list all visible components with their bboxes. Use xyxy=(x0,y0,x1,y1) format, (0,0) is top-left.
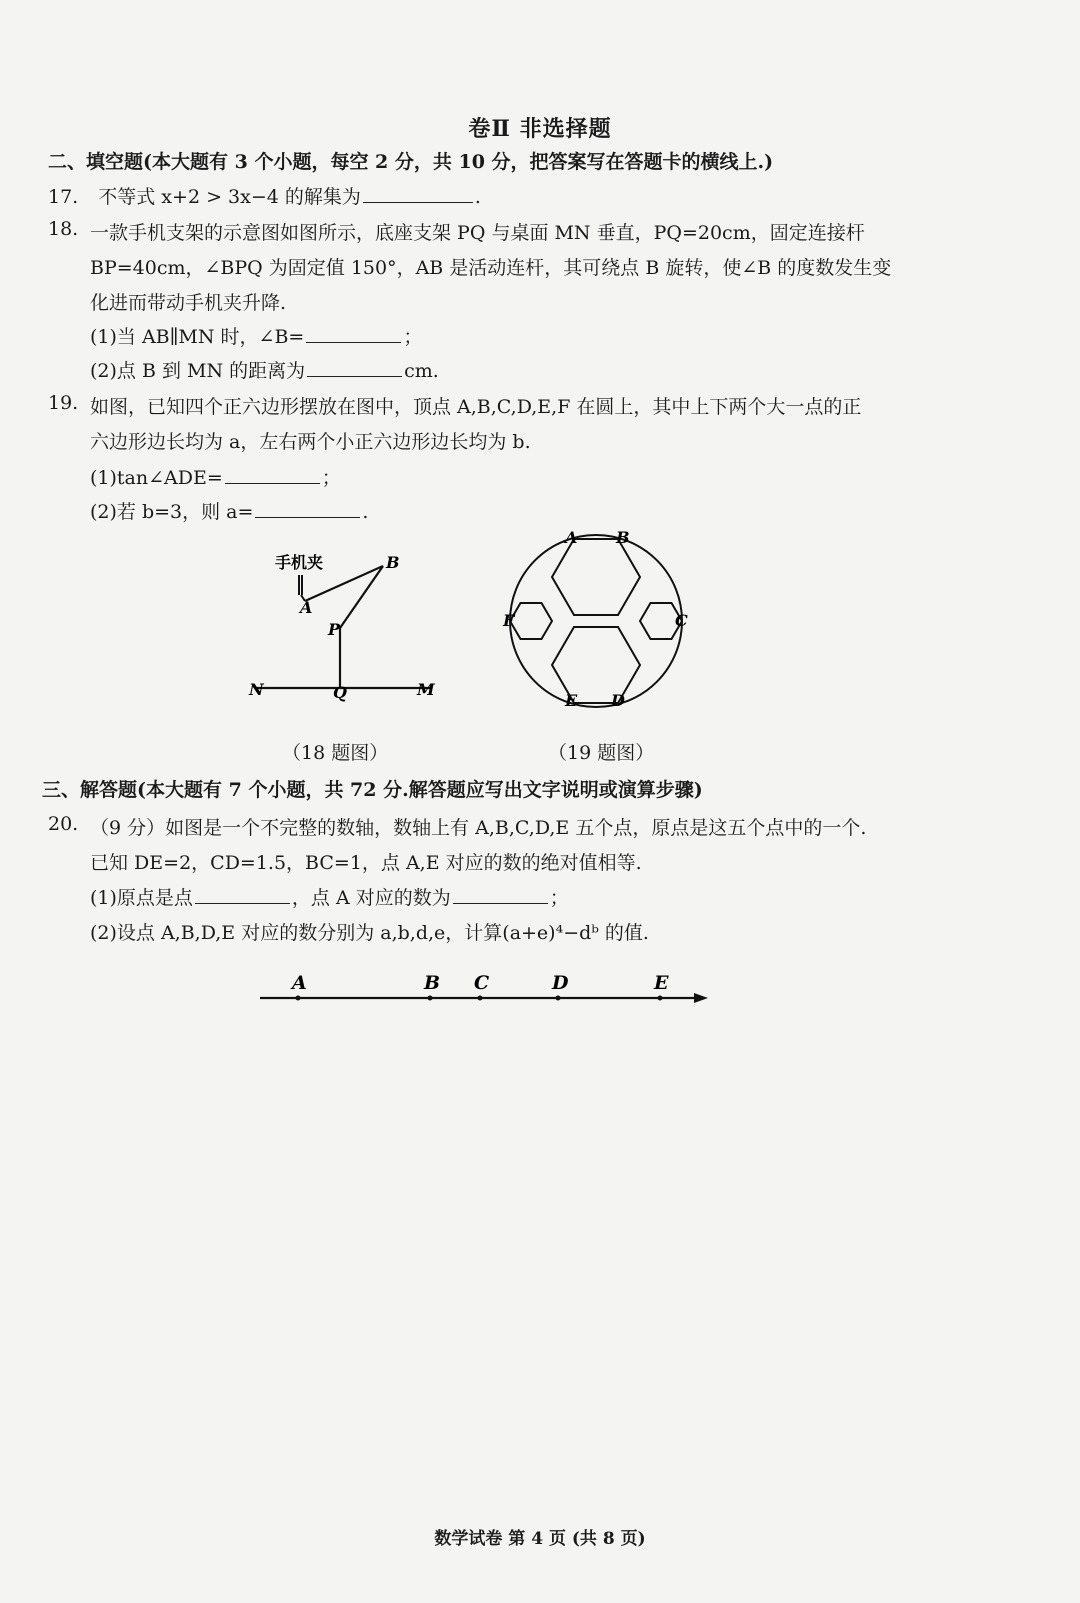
sub-question-end: . xyxy=(362,501,369,523)
label-d: D xyxy=(611,691,625,710)
section-2-heading: 二、填空题(本大题有 3 个小题，每空 2 分，共 10 分，把答案写在答题卡的横线上.) xyxy=(48,151,774,173)
axis-point-d xyxy=(556,996,561,1001)
figure-18-caption: （18 题图） xyxy=(282,742,389,764)
question-20-line2: 已知 DE=2，CD=1.5，BC=1，点 A,E 对应的数的绝对值相等. xyxy=(90,852,642,874)
circle xyxy=(510,535,682,707)
axis-label-c: C xyxy=(474,972,490,994)
sub-question-end: ； xyxy=(403,326,423,348)
sub-question-text: (1)当 AB∥MN 时，∠B= xyxy=(90,326,305,348)
question-18-line3: 化进而带动手机夹升降. xyxy=(90,292,287,314)
label-n: N xyxy=(249,680,264,699)
axis-point-b xyxy=(428,996,433,1001)
section-3-heading: 三、解答题(本大题有 7 个小题，共 72 分.解答题应写出文字说明或演算步骤) xyxy=(42,779,703,801)
axis-point-a xyxy=(296,996,301,1001)
question-number: 17. xyxy=(48,186,79,208)
label-f: F xyxy=(503,611,515,630)
question-19-line2: 六边形边长均为 a，左右两个小正六边形边长均为 b. xyxy=(90,431,531,453)
sub-question-text: (2)若 b=3，则 a= xyxy=(90,501,254,523)
question-text: 不等式 x+2 > 3x−4 的解集为 xyxy=(98,186,361,208)
question-20-line1: （9 分）如图是一个不完整的数轴，数轴上有 A,B,C,D,E 五个点，原点是这五个点中的一个. xyxy=(90,817,867,839)
question-19-number: 19. xyxy=(48,392,79,414)
question-19-sub2 xyxy=(90,497,368,524)
answer-blank xyxy=(255,516,360,518)
label-m: M xyxy=(417,680,435,699)
page-footer: 数学试卷 第 4 页 (共 8 页) xyxy=(434,1529,646,1549)
question-20-sub2: (2)设点 A,B,D,E 对应的数分别为 a,b,d,e，计算(a+e)⁴−dᵇ 的值. xyxy=(90,922,649,944)
label-a: A xyxy=(300,598,313,617)
question-19-line1: 如图，已知四个正六边形摆放在图中，顶点 A,B,C,D,E,F 在圆上，其中上下两个大一点的正 xyxy=(90,396,862,418)
question-text-end: . xyxy=(474,186,481,208)
question-19-sub1 xyxy=(90,463,341,490)
top-hexagon xyxy=(552,539,640,615)
label-e: E xyxy=(565,691,578,710)
figure-18-phone-stand xyxy=(240,535,460,715)
question-20-sub1 xyxy=(90,883,569,910)
figure-19-hexagons xyxy=(495,525,705,720)
sub-question-end: ； xyxy=(321,467,341,489)
question-18-sub2 xyxy=(90,356,439,383)
axis-point-c xyxy=(478,996,483,1001)
question-17 xyxy=(48,182,481,209)
question-18-line2: BP=40cm，∠BPQ 为固定值 150°，AB 是活动连杆，其可绕点 B 旋转，使∠B 的度数发生变 xyxy=(90,257,892,279)
figure-19-caption: （19 题图） xyxy=(548,742,655,764)
sub-question-end: ； xyxy=(549,887,569,909)
answer-blank xyxy=(225,482,320,484)
question-18-sub1 xyxy=(90,322,422,349)
answer-blank xyxy=(306,341,401,343)
question-18-number: 18. xyxy=(48,218,79,240)
axis-point-e xyxy=(658,996,663,1001)
sub-question-text: (1)原点是点 xyxy=(90,887,193,909)
phone-clip-label: 手机夹 xyxy=(275,553,324,572)
axis-label-e: E xyxy=(654,972,669,994)
part-title: 卷Ⅱ 非选择题 xyxy=(468,116,612,142)
number-line xyxy=(250,965,720,1015)
answer-blank xyxy=(363,201,473,203)
axis-label-b: B xyxy=(424,972,441,994)
label-c: C xyxy=(675,611,688,630)
label-p: P xyxy=(328,620,341,639)
axis-label-a: A xyxy=(292,972,307,994)
question-20-number: 20. xyxy=(48,813,79,835)
label-q: Q xyxy=(333,683,347,702)
sub-question-text: (1)tan∠ADE= xyxy=(90,467,223,489)
label-b: B xyxy=(386,553,400,572)
axis-arrow xyxy=(694,993,708,1003)
axis-label-d: D xyxy=(552,972,569,994)
sub-question-text: (2)点 B 到 MN 的距离为 xyxy=(90,360,306,382)
answer-blank xyxy=(307,375,402,377)
answer-blank xyxy=(195,902,290,904)
left-hexagon xyxy=(510,603,552,639)
label-b: B xyxy=(616,528,630,547)
sub-question-end: cm. xyxy=(404,360,439,382)
label-a: A xyxy=(565,528,578,547)
question-18-line1: 一款手机支架的示意图如图所示，底座支架 PQ 与桌面 MN 垂直，PQ=20cm，固定连接杆 xyxy=(90,222,865,244)
answer-blank xyxy=(453,902,548,904)
sub-question-text: ，点 A 对应的数为 xyxy=(291,887,451,909)
